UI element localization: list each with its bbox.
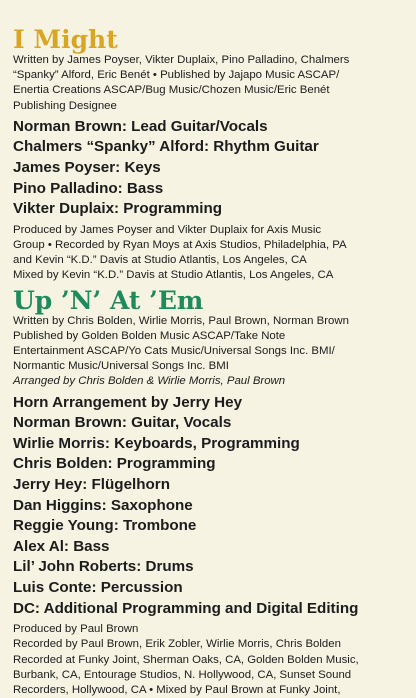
song-1-writing-credits bbox=[13, 53, 406, 114]
personnel-line: Vikter Duplaix: Programming bbox=[13, 200, 223, 218]
song-2-production-credits bbox=[13, 622, 406, 698]
production-line: Recorded at Funky Joint, Sherman Oaks, CA, Golden Bolden Music, bbox=[13, 653, 359, 666]
song-1-personnel bbox=[13, 117, 406, 220]
production-line: Recorders, Hollywood, CA • Mixed by Paul Brown at Funky Joint, bbox=[13, 683, 341, 696]
song-title-i-might: I Might bbox=[13, 25, 118, 54]
credit-line: Published by Golden Bolden Music ASCAP/Take Note bbox=[13, 329, 286, 342]
credit-line: Written by Chris Bolden, Wirlie Morris, Paul Brown, Norman Brown bbox=[13, 314, 349, 327]
production-line: Burbank, CA, Entourage Studios, N. Hollywood, CA, Sunset Sound bbox=[13, 668, 352, 681]
personnel-line: Jerry Hey: Flügelhorn bbox=[13, 475, 170, 493]
credit-line: Publishing Designee bbox=[13, 99, 117, 112]
personnel-line: Norman Brown: Lead Guitar/Vocals bbox=[13, 117, 268, 135]
production-line: and Kevin “K.D.” Davis at Studio Atlantis, Los Angeles, CA bbox=[13, 254, 307, 267]
personnel-line: Chris Bolden: Programming bbox=[13, 455, 216, 473]
personnel-line: James Poyser: Keys bbox=[13, 159, 161, 176]
personnel-line: Alex Al: Bass bbox=[13, 537, 110, 555]
song-title-up-n-at-em: Up ’N’ At ’Em bbox=[13, 285, 204, 315]
personnel-line: Pino Palladino: Bass bbox=[13, 179, 164, 197]
song-2-personnel bbox=[13, 393, 406, 620]
production-line: Group • Recorded by Ryan Moys at Axis Studios, Philadelphia, PA bbox=[13, 238, 347, 251]
production-line: Recorded by Paul Brown, Erik Zobler, Wirlie Morris, Chris Bolden bbox=[13, 638, 341, 651]
credit-line: Enertia Creations ASCAP/Bug Music/Chozen Music/Eric Benét bbox=[13, 84, 330, 97]
personnel-line: Horn Arrangement by Jerry Hey bbox=[13, 393, 243, 411]
credit-line: Written by James Poyser, Vikter Duplaix, Pino Palladino, Chalmers bbox=[13, 54, 350, 66]
personnel-line: Norman Brown: Guitar, Vocals bbox=[13, 414, 232, 432]
arranged-by-line: Arranged by Chris Bolden & Wirlie Morris, Paul Brown bbox=[13, 375, 286, 388]
personnel-line: DC: Additional Programming and Digital Editing bbox=[13, 599, 359, 617]
song-1-production-credits bbox=[13, 223, 406, 284]
credit-line: Entertainment ASCAP/Yo Cats Music/Universal Songs Inc. BMI/ bbox=[13, 345, 335, 357]
credit-line: Normantic Music/Universal Songs Inc. BMI bbox=[13, 360, 229, 373]
personnel-line: Chalmers “Spanky” Alford: Rhythm Guitar bbox=[13, 138, 319, 156]
production-line: Produced by Paul Brown bbox=[13, 623, 139, 636]
personnel-line: Luis Conte: Percussion bbox=[13, 578, 183, 596]
production-line: Mixed by Kevin “K.D.” Davis at Studio Atlantis, Los Angeles, CA bbox=[13, 269, 334, 282]
personnel-line: Reggie Young: Trombone bbox=[13, 517, 197, 535]
personnel-line: Lil’ John Roberts: Drums bbox=[13, 558, 194, 576]
production-line: Produced by James Poyser and Vikter Duplaix for Axis Music bbox=[13, 223, 322, 236]
song-2-writing-credits bbox=[13, 314, 406, 390]
personnel-line: Dan Higgins: Saxophone bbox=[13, 496, 193, 514]
credit-line: “Spanky” Alford, Eric Benét • Published by Jajapo Music ASCAP/ bbox=[13, 69, 340, 82]
personnel-line: Wirlie Morris: Keyboards, Programming bbox=[13, 434, 300, 452]
